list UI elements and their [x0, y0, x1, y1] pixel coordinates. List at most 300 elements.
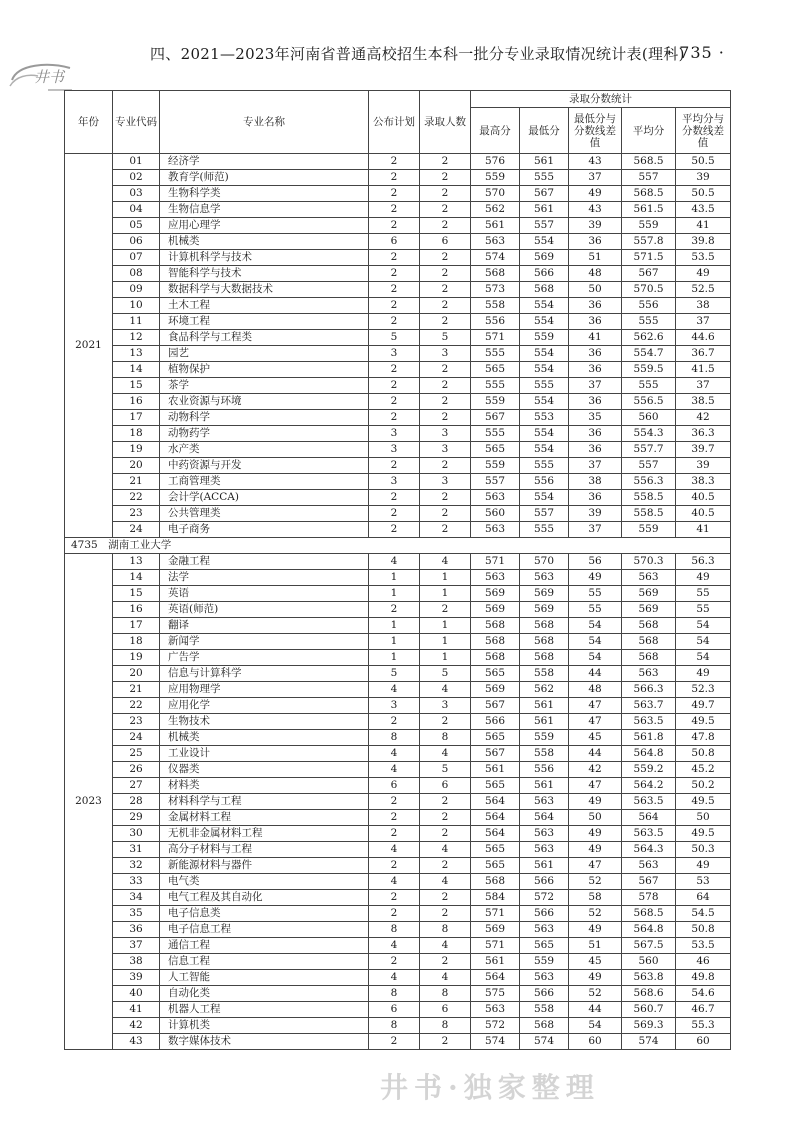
cell-avg: 563.5: [622, 826, 676, 842]
cell-min: 554: [520, 490, 569, 506]
cell-avg_diff: 44.6: [676, 330, 731, 346]
cell-max: 564: [471, 970, 520, 986]
cell-avg_diff: 55.3: [676, 1018, 731, 1034]
cell-max: 559: [471, 458, 520, 474]
cell-min_diff: 37: [569, 170, 622, 186]
cell-avg_diff: 38.5: [676, 394, 731, 410]
cell-admitted: 8: [420, 730, 471, 746]
cell-code: 34: [113, 890, 160, 906]
section-2021: [65, 154, 731, 538]
cell-plan: 2: [369, 906, 420, 922]
cell-avg: 554.7: [622, 346, 676, 362]
cell-name: 电子信息工程: [160, 922, 369, 938]
cell-name: 中药资源与开发: [160, 458, 369, 474]
cell-plan: 4: [369, 970, 420, 986]
cell-avg_diff: 52.3: [676, 682, 731, 698]
cell-min: 556: [520, 762, 569, 778]
admission-table: [64, 90, 731, 1050]
cell-avg_diff: 56.3: [676, 554, 731, 570]
cell-plan: 2: [369, 458, 420, 474]
cell-min_diff: 47: [569, 714, 622, 730]
cell-avg_diff: 41.5: [676, 362, 731, 378]
cell-avg_diff: 39.7: [676, 442, 731, 458]
cell-admitted: 3: [420, 698, 471, 714]
cell-admitted: 2: [420, 890, 471, 906]
cell-avg_diff: 49.8: [676, 970, 731, 986]
cell-min: 555: [520, 170, 569, 186]
cell-name: 电气工程及其自动化: [160, 890, 369, 906]
cell-code: 41: [113, 1002, 160, 1018]
table-row: [65, 474, 731, 490]
cell-admitted: 2: [420, 218, 471, 234]
cell-avg_diff: 53.5: [676, 250, 731, 266]
cell-max: 571: [471, 938, 520, 954]
cell-avg_diff: 38.3: [676, 474, 731, 490]
cell-max: 565: [471, 362, 520, 378]
header-min-diff: 最低分与分数线差值: [569, 108, 622, 154]
cell-name: 水产类: [160, 442, 369, 458]
cell-avg: 568: [622, 634, 676, 650]
table-row: [65, 906, 731, 922]
table-row: [65, 762, 731, 778]
cell-min: 554: [520, 394, 569, 410]
cell-avg: 563: [622, 858, 676, 874]
cell-admitted: 5: [420, 330, 471, 346]
section-2023: [65, 554, 731, 1050]
cell-code: 18: [113, 426, 160, 442]
cell-code: 30: [113, 826, 160, 842]
cell-min: 555: [520, 522, 569, 538]
cell-plan: 1: [369, 650, 420, 666]
cell-avg_diff: 50.5: [676, 154, 731, 170]
cell-min_diff: 47: [569, 778, 622, 794]
cell-plan: 2: [369, 410, 420, 426]
cell-plan: 4: [369, 874, 420, 890]
cell-code: 10: [113, 298, 160, 314]
cell-min_diff: 35: [569, 410, 622, 426]
cell-min: 554: [520, 234, 569, 250]
cell-plan: 3: [369, 474, 420, 490]
cell-plan: 2: [369, 506, 420, 522]
cell-code: 19: [113, 650, 160, 666]
cell-code: 21: [113, 474, 160, 490]
cell-admitted: 2: [420, 410, 471, 426]
cell-min: 561: [520, 698, 569, 714]
cell-avg_diff: 52.5: [676, 282, 731, 298]
cell-max: 570: [471, 186, 520, 202]
cell-code: 13: [113, 346, 160, 362]
cell-admitted: 2: [420, 298, 471, 314]
cell-avg: 563.7: [622, 698, 676, 714]
cell-max: 584: [471, 890, 520, 906]
cell-max: 556: [471, 314, 520, 330]
cell-max: 555: [471, 426, 520, 442]
cell-plan: 2: [369, 826, 420, 842]
table-row: [65, 458, 731, 474]
cell-avg: 564.2: [622, 778, 676, 794]
cell-min_diff: 49: [569, 570, 622, 586]
cell-min_diff: 47: [569, 698, 622, 714]
cell-min: 568: [520, 634, 569, 650]
cell-plan: 2: [369, 490, 420, 506]
cell-code: 32: [113, 858, 160, 874]
cell-code: 07: [113, 250, 160, 266]
cell-min: 568: [520, 1018, 569, 1034]
cell-max: 558: [471, 298, 520, 314]
cell-min_diff: 54: [569, 634, 622, 650]
cell-code: 15: [113, 586, 160, 602]
cell-min: 563: [520, 842, 569, 858]
cell-plan: 2: [369, 250, 420, 266]
cell-min: 554: [520, 362, 569, 378]
cell-avg_diff: 49: [676, 666, 731, 682]
cell-name: 高分子材料与工程: [160, 842, 369, 858]
table-row: [65, 986, 731, 1002]
table-row: [65, 1002, 731, 1018]
cell-avg_diff: 45.2: [676, 762, 731, 778]
cell-avg: 568: [622, 618, 676, 634]
cell-max: 561: [471, 762, 520, 778]
cell-name: 英语: [160, 586, 369, 602]
table-row: [65, 890, 731, 906]
cell-admitted: 5: [420, 762, 471, 778]
university-name: 4735 湖南工业大学: [65, 538, 731, 554]
cell-name: 智能科学与技术: [160, 266, 369, 282]
cell-min_diff: 36: [569, 442, 622, 458]
cell-plan: 4: [369, 938, 420, 954]
table-row: [65, 394, 731, 410]
cell-min_diff: 49: [569, 826, 622, 842]
cell-admitted: 3: [420, 442, 471, 458]
cell-admitted: 6: [420, 234, 471, 250]
cell-name: 电子商务: [160, 522, 369, 538]
cell-admitted: 2: [420, 362, 471, 378]
cell-code: 27: [113, 778, 160, 794]
cell-min: 561: [520, 202, 569, 218]
cell-avg: 568.5: [622, 186, 676, 202]
cell-avg: 563.5: [622, 794, 676, 810]
cell-max: 575: [471, 986, 520, 1002]
cell-max: 563: [471, 490, 520, 506]
university-section: [65, 538, 731, 554]
table-row: [65, 490, 731, 506]
cell-max: 572: [471, 1018, 520, 1034]
cell-max: 568: [471, 874, 520, 890]
cell-avg: 556.5: [622, 394, 676, 410]
cell-name: 计算机类: [160, 1018, 369, 1034]
table-row: [65, 202, 731, 218]
cell-max: 559: [471, 394, 520, 410]
table-row: [65, 874, 731, 890]
cell-plan: 6: [369, 778, 420, 794]
cell-avg: 559.5: [622, 362, 676, 378]
cell-min_diff: 36: [569, 426, 622, 442]
cell-max: 564: [471, 826, 520, 842]
cell-avg_diff: 40.5: [676, 490, 731, 506]
cell-min_diff: 49: [569, 794, 622, 810]
cell-avg_diff: 50.8: [676, 922, 731, 938]
cell-min: 569: [520, 250, 569, 266]
cell-min: 567: [520, 186, 569, 202]
cell-min_diff: 38: [569, 474, 622, 490]
cell-avg: 563.5: [622, 714, 676, 730]
university-row: [65, 538, 731, 554]
cell-min_diff: 42: [569, 762, 622, 778]
cell-plan: 3: [369, 346, 420, 362]
cell-code: 23: [113, 506, 160, 522]
cell-name: 土木工程: [160, 298, 369, 314]
cell-admitted: 2: [420, 170, 471, 186]
cell-min: 564: [520, 810, 569, 826]
cell-min: 563: [520, 826, 569, 842]
cell-min: 561: [520, 154, 569, 170]
cell-min_diff: 45: [569, 954, 622, 970]
cell-admitted: 2: [420, 202, 471, 218]
table-row: [65, 586, 731, 602]
cell-plan: 2: [369, 362, 420, 378]
table-row: [65, 346, 731, 362]
cell-avg_diff: 55: [676, 586, 731, 602]
cell-admitted: 3: [420, 474, 471, 490]
cell-admitted: 2: [420, 810, 471, 826]
header-plan: 公布计划: [369, 91, 420, 154]
table-row: [65, 442, 731, 458]
cell-plan: 2: [369, 794, 420, 810]
cell-plan: 2: [369, 202, 420, 218]
cell-avg: 564: [622, 810, 676, 826]
cell-avg_diff: 39: [676, 170, 731, 186]
cell-plan: 2: [369, 810, 420, 826]
cell-min: 554: [520, 346, 569, 362]
cell-min_diff: 36: [569, 234, 622, 250]
cell-max: 563: [471, 522, 520, 538]
cell-max: 559: [471, 170, 520, 186]
table-row: [65, 938, 731, 954]
cell-code: 33: [113, 874, 160, 890]
cell-name: 无机非金属材料工程: [160, 826, 369, 842]
cell-name: 动物科学: [160, 410, 369, 426]
cell-min_diff: 55: [569, 602, 622, 618]
cell-avg: 557.7: [622, 442, 676, 458]
cell-min_diff: 49: [569, 970, 622, 986]
cell-name: 仪器类: [160, 762, 369, 778]
cell-code: 20: [113, 458, 160, 474]
cell-max: 563: [471, 570, 520, 586]
watermark: 井书·独家整理: [380, 1071, 600, 1104]
cell-avg_diff: 64: [676, 890, 731, 906]
cell-plan: 1: [369, 586, 420, 602]
cell-code: 11: [113, 314, 160, 330]
cell-max: 565: [471, 778, 520, 794]
cell-code: 06: [113, 234, 160, 250]
cell-avg_diff: 50.2: [676, 778, 731, 794]
cell-code: 09: [113, 282, 160, 298]
table-row: [65, 218, 731, 234]
cell-code: 43: [113, 1034, 160, 1050]
cell-name: 植物保护: [160, 362, 369, 378]
cell-min_diff: 48: [569, 266, 622, 282]
cell-avg: 567.5: [622, 938, 676, 954]
cell-min_diff: 43: [569, 154, 622, 170]
cell-code: 42: [113, 1018, 160, 1034]
cell-min: 558: [520, 1002, 569, 1018]
cell-min: 568: [520, 618, 569, 634]
header-min: 最低分: [520, 108, 569, 154]
cell-code: 36: [113, 922, 160, 938]
cell-min_diff: 36: [569, 362, 622, 378]
cell-code: 16: [113, 394, 160, 410]
cell-admitted: 2: [420, 522, 471, 538]
cell-min: 555: [520, 458, 569, 474]
year-cell: 2021: [65, 154, 113, 538]
cell-plan: 6: [369, 1002, 420, 1018]
cell-plan: 8: [369, 922, 420, 938]
cell-name: 法学: [160, 570, 369, 586]
cell-plan: 2: [369, 314, 420, 330]
cell-min: 572: [520, 890, 569, 906]
cell-admitted: 4: [420, 938, 471, 954]
cell-min_diff: 39: [569, 506, 622, 522]
cell-min_diff: 55: [569, 586, 622, 602]
cell-avg_diff: 36.7: [676, 346, 731, 362]
cell-min: 563: [520, 970, 569, 986]
cell-name: 工商管理类: [160, 474, 369, 490]
cell-name: 材料科学与工程: [160, 794, 369, 810]
cell-max: 574: [471, 250, 520, 266]
table-row: [65, 154, 731, 170]
cell-code: 29: [113, 810, 160, 826]
cell-max: 564: [471, 810, 520, 826]
cell-avg_diff: 49.5: [676, 794, 731, 810]
cell-admitted: 2: [420, 394, 471, 410]
cell-max: 571: [471, 906, 520, 922]
cell-max: 571: [471, 554, 520, 570]
cell-code: 04: [113, 202, 160, 218]
cell-plan: 5: [369, 666, 420, 682]
cell-min: 568: [520, 282, 569, 298]
cell-name: 公共管理类: [160, 506, 369, 522]
cell-plan: 2: [369, 522, 420, 538]
cell-avg_diff: 54: [676, 634, 731, 650]
table-row: [65, 410, 731, 426]
cell-admitted: 4: [420, 746, 471, 762]
cell-min: 554: [520, 314, 569, 330]
cell-min: 557: [520, 506, 569, 522]
cell-code: 05: [113, 218, 160, 234]
cell-plan: 4: [369, 762, 420, 778]
cell-code: 13: [113, 554, 160, 570]
cell-avg: 560: [622, 954, 676, 970]
cell-max: 567: [471, 746, 520, 762]
cell-avg_diff: 47.8: [676, 730, 731, 746]
cell-code: 35: [113, 906, 160, 922]
cell-max: 569: [471, 602, 520, 618]
cell-max: 563: [471, 234, 520, 250]
cell-min_diff: 49: [569, 842, 622, 858]
header-score-group: 录取分数统计: [471, 91, 731, 108]
cell-code: 08: [113, 266, 160, 282]
cell-max: 565: [471, 842, 520, 858]
cell-name: 生物科学类: [160, 186, 369, 202]
cell-avg: 556.3: [622, 474, 676, 490]
table-row: [65, 842, 731, 858]
cell-avg: 568: [622, 650, 676, 666]
cell-avg_diff: 42: [676, 410, 731, 426]
cell-avg: 558.5: [622, 490, 676, 506]
cell-avg_diff: 54.6: [676, 986, 731, 1002]
cell-avg_diff: 54: [676, 650, 731, 666]
cell-max: 574: [471, 1034, 520, 1050]
cell-name: 新能源材料与器件: [160, 858, 369, 874]
cell-name: 人工智能: [160, 970, 369, 986]
cell-min: 574: [520, 1034, 569, 1050]
cell-avg: 561.5: [622, 202, 676, 218]
cell-code: 15: [113, 378, 160, 394]
cell-admitted: 2: [420, 250, 471, 266]
cell-avg: 578: [622, 890, 676, 906]
cell-avg_diff: 55: [676, 602, 731, 618]
cell-code: 20: [113, 666, 160, 682]
cell-avg_diff: 41: [676, 522, 731, 538]
cell-avg: 566.3: [622, 682, 676, 698]
cell-admitted: 8: [420, 1018, 471, 1034]
cell-min: 558: [520, 746, 569, 762]
cell-admitted: 2: [420, 314, 471, 330]
table-row: [65, 682, 731, 698]
cell-max: 562: [471, 202, 520, 218]
cell-min: 565: [520, 938, 569, 954]
table-header: [65, 91, 731, 154]
cell-admitted: 1: [420, 570, 471, 586]
cell-min: 566: [520, 906, 569, 922]
cell-min: 554: [520, 298, 569, 314]
cell-code: 26: [113, 762, 160, 778]
table-row: [65, 714, 731, 730]
cell-min_diff: 54: [569, 650, 622, 666]
cell-avg: 557: [622, 458, 676, 474]
cell-name: 机器人工程: [160, 1002, 369, 1018]
table-row: [65, 666, 731, 682]
cell-name: 信息工程: [160, 954, 369, 970]
cell-plan: 2: [369, 858, 420, 874]
cell-max: 561: [471, 218, 520, 234]
cell-plan: 3: [369, 442, 420, 458]
cell-avg_diff: 50.5: [676, 186, 731, 202]
cell-admitted: 2: [420, 826, 471, 842]
cell-min_diff: 37: [569, 522, 622, 538]
cell-min_diff: 44: [569, 1002, 622, 1018]
cell-admitted: 1: [420, 650, 471, 666]
cell-min_diff: 36: [569, 298, 622, 314]
cell-plan: 4: [369, 842, 420, 858]
cell-admitted: 3: [420, 346, 471, 362]
cell-name: 翻译: [160, 618, 369, 634]
cell-avg: 557.8: [622, 234, 676, 250]
cell-max: 571: [471, 330, 520, 346]
cell-avg_diff: 46: [676, 954, 731, 970]
cell-admitted: 2: [420, 714, 471, 730]
cell-plan: 1: [369, 618, 420, 634]
cell-avg_diff: 49: [676, 570, 731, 586]
cell-min: 558: [520, 666, 569, 682]
cell-min_diff: 36: [569, 394, 622, 410]
cell-code: 01: [113, 154, 160, 170]
cell-avg: 569: [622, 586, 676, 602]
cell-admitted: 2: [420, 906, 471, 922]
cell-avg: 560.7: [622, 1002, 676, 1018]
cell-name: 园艺: [160, 346, 369, 362]
cell-code: 03: [113, 186, 160, 202]
